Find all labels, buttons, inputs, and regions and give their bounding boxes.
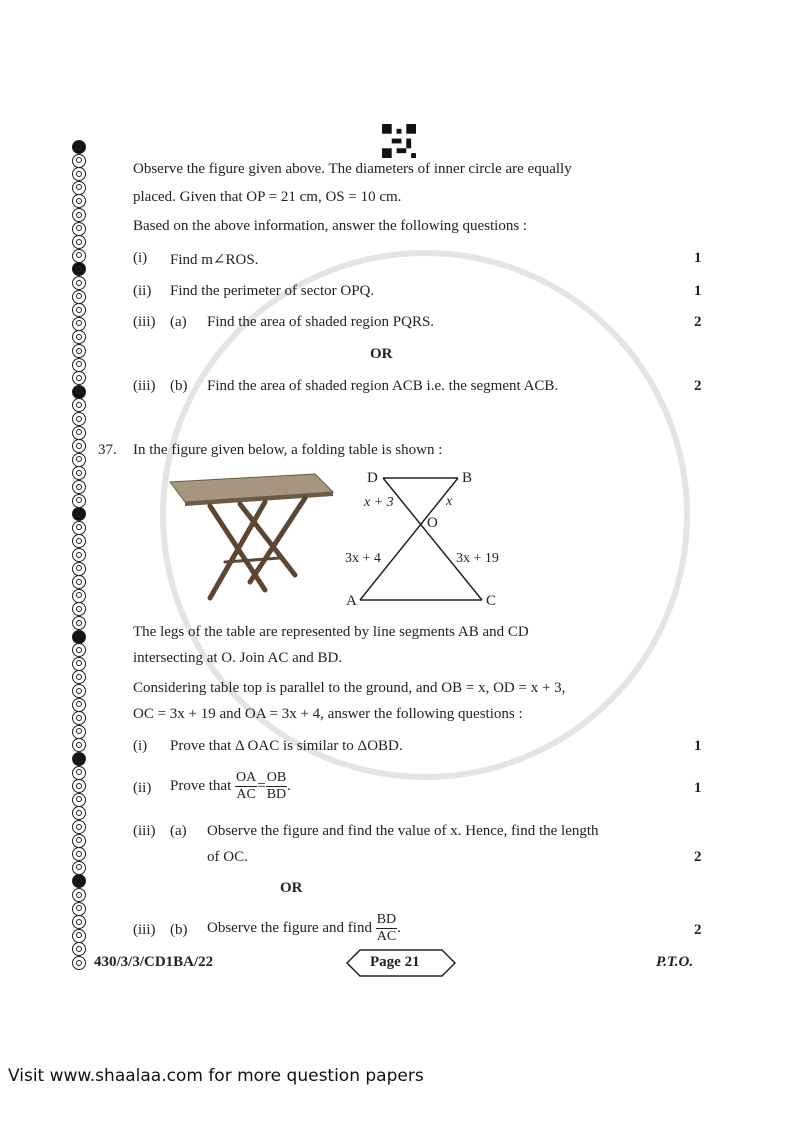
- ring-ornament: [72, 385, 86, 399]
- ring-ornament: [72, 711, 86, 725]
- q36-i-num: (i): [133, 250, 148, 266]
- ring-ornament: [72, 344, 86, 358]
- ring-ornament: [72, 861, 86, 875]
- ring-ornament: [72, 303, 86, 317]
- label-b: B: [462, 470, 473, 486]
- ring-ornament: [72, 194, 86, 208]
- q36-or: OR: [370, 346, 393, 362]
- fraction-bd-ac: [376, 912, 397, 945]
- q37-iiib-num: (iii): [133, 922, 156, 938]
- denominator: AC: [236, 787, 256, 802]
- ring-ornament: [72, 766, 86, 780]
- denominator: AC: [376, 929, 397, 944]
- q37-ii-lead: Prove that: [170, 777, 232, 794]
- ring-ornament: [72, 602, 86, 616]
- ring-ornament: [72, 902, 86, 916]
- ring-ornament: [72, 439, 86, 453]
- label-oc: 3x + 19: [456, 551, 499, 566]
- numerator: OB: [266, 770, 287, 785]
- ring-ornament: [72, 725, 86, 739]
- q37-i-marks: 1: [694, 738, 702, 754]
- segment-dc: [383, 478, 482, 600]
- ring-ornament: [72, 929, 86, 943]
- ring-ornament: [72, 480, 86, 494]
- q36-iiib-sub: (b): [170, 378, 188, 394]
- ring-ornament: [72, 820, 86, 834]
- period: .: [397, 919, 401, 936]
- q37-para2-line1: Considering table top is parallel to the ground, and OB = x, OD = x + 3,: [133, 680, 566, 696]
- ring-ornament: [72, 847, 86, 861]
- ring-ornament: [72, 779, 86, 793]
- ring-ornament: [72, 140, 86, 154]
- q37-iiib-text: [207, 912, 401, 945]
- q37-iiia-marks: 2: [694, 849, 702, 865]
- qr-code-icon: [382, 124, 416, 158]
- ring-ornament: [72, 956, 86, 970]
- folding-table-photo: [165, 470, 335, 605]
- ring-ornament: [72, 698, 86, 712]
- q37-iiib-marks: 2: [694, 922, 702, 938]
- q36-iiia-text: Find the area of shaded region PQRS.: [207, 314, 435, 330]
- ring-ornament: [72, 426, 86, 440]
- q37-para2-line2: OC = 3x + 19 and OA = 3x + 4, answer the following questions :: [133, 706, 523, 722]
- ring-ornament: [72, 167, 86, 181]
- ring-ornament: [72, 371, 86, 385]
- ring-ornament: [72, 358, 86, 372]
- q37-intro: In the figure given below, a folding table is shown :: [133, 442, 443, 458]
- q36-intro-line1: Observe the figure given above. The diameters of inner circle are equally: [133, 161, 572, 177]
- ring-ornament: [72, 874, 86, 888]
- ring-ornament: [72, 290, 86, 304]
- ring-ornament: [72, 589, 86, 603]
- ring-ornament: [72, 806, 86, 820]
- ring-ornament: [72, 616, 86, 630]
- ring-ornament: [72, 548, 86, 562]
- ring-ornament: [72, 235, 86, 249]
- ring-ornament: [72, 534, 86, 548]
- q36-iiib-marks: 2: [694, 378, 702, 394]
- q36-i-text: Find m∠ROS.: [170, 252, 259, 268]
- ring-ornament: [72, 738, 86, 752]
- ring-ornament: [72, 888, 86, 902]
- ring-ornament: [72, 412, 86, 426]
- q37-para1-line2: intersecting at O. Join AC and BD.: [133, 650, 343, 666]
- ring-ornament: [72, 181, 86, 195]
- ring-ornament: [72, 466, 86, 480]
- q36-ii-num: (ii): [133, 283, 152, 299]
- q37-ii-marks: 1: [694, 780, 702, 796]
- fraction-ob-bd: [266, 770, 287, 803]
- q37-number: 37.: [98, 442, 117, 458]
- q36-iiib-text: Find the area of shaded region ACB i.e. the segment ACB.: [207, 378, 559, 394]
- ring-ornament: [72, 630, 86, 644]
- q36-lead: Based on the above information, answer the following questions :: [133, 218, 528, 234]
- q36-iiia-marks: 2: [694, 314, 702, 330]
- ring-ornament: [72, 670, 86, 684]
- ring-ornament: [72, 317, 86, 331]
- q37-i-num: (i): [133, 738, 148, 754]
- q36-intro-line2: placed. Given that OP = 21 cm, OS = 10 cm.: [133, 189, 402, 205]
- label-ob: x: [446, 494, 453, 509]
- numerator: OA: [236, 770, 257, 785]
- q37-iiia-sub: (a): [170, 823, 187, 839]
- ring-ornament: [72, 521, 86, 535]
- ring-ornament: [72, 249, 86, 263]
- ring-ornament: [72, 494, 86, 508]
- ring-ornament: [72, 330, 86, 344]
- visit-footer: Visit www.shaalaa.com for more question papers: [8, 1066, 424, 1086]
- q37-iiia-text1: Observe the figure and find the value of x. Hence, find the length: [207, 823, 599, 839]
- period: .: [287, 777, 291, 794]
- q36-iiia-sub: (a): [170, 314, 187, 330]
- label-od: x + 3: [364, 495, 394, 510]
- ring-ornament: [72, 398, 86, 412]
- ring-ornament: [72, 834, 86, 848]
- ring-ornament: [72, 154, 86, 168]
- denominator: BD: [266, 787, 287, 802]
- paper-code: 430/3/3/CD1BA/22: [94, 954, 214, 970]
- ring-ornament: [72, 208, 86, 222]
- ring-ornament: [72, 222, 86, 236]
- label-d: D: [367, 470, 378, 486]
- ring-ornament: [72, 657, 86, 671]
- q37-iiia-text2: of OC.: [207, 849, 248, 865]
- ring-ornament: [72, 507, 86, 521]
- ring-ornament: [72, 562, 86, 576]
- ring-ornament: [72, 643, 86, 657]
- q37-para1-line1: The legs of the table are represented by line segments AB and CD: [133, 624, 529, 640]
- ring-ornament: [72, 453, 86, 467]
- ring-ornament: [72, 915, 86, 929]
- label-o: O: [427, 515, 438, 531]
- q36-iiib-num: (iii): [133, 378, 156, 394]
- fraction-oa-ac: [235, 770, 257, 803]
- ring-ornament: [72, 575, 86, 589]
- q36-iiia-num: (iii): [133, 314, 156, 330]
- q37-or: OR: [280, 880, 303, 896]
- label-c: C: [486, 593, 497, 609]
- q36-ii-text: Find the perimeter of sector OPQ.: [170, 283, 375, 299]
- q36-i-marks: 1: [694, 250, 702, 266]
- pto-label: P.T.O.: [656, 954, 694, 970]
- q37-i-text: Prove that Δ OAC is similar to ΔOBD.: [170, 738, 403, 754]
- q37-iiib-sub: (b): [170, 922, 188, 938]
- q37-iiib-lead: Observe the figure and find: [207, 919, 372, 936]
- ring-ornament: [72, 276, 86, 290]
- ring-ornament: [72, 793, 86, 807]
- ring-ornament: [72, 752, 86, 766]
- margin-ring-border: [72, 140, 90, 970]
- ring-ornament: [72, 684, 86, 698]
- numerator: BD: [376, 912, 397, 927]
- page-number: Page 21: [370, 954, 420, 970]
- q37-ii-text: [170, 770, 291, 803]
- label-a: A: [346, 593, 357, 609]
- label-oa: 3x + 4: [345, 551, 381, 566]
- q36-ii-marks: 1: [694, 283, 702, 299]
- equals: =: [257, 777, 266, 794]
- q37-iiia-num: (iii): [133, 823, 156, 839]
- ring-ornament: [72, 262, 86, 276]
- ring-ornament: [72, 942, 86, 956]
- q37-ii-num: (ii): [133, 780, 152, 796]
